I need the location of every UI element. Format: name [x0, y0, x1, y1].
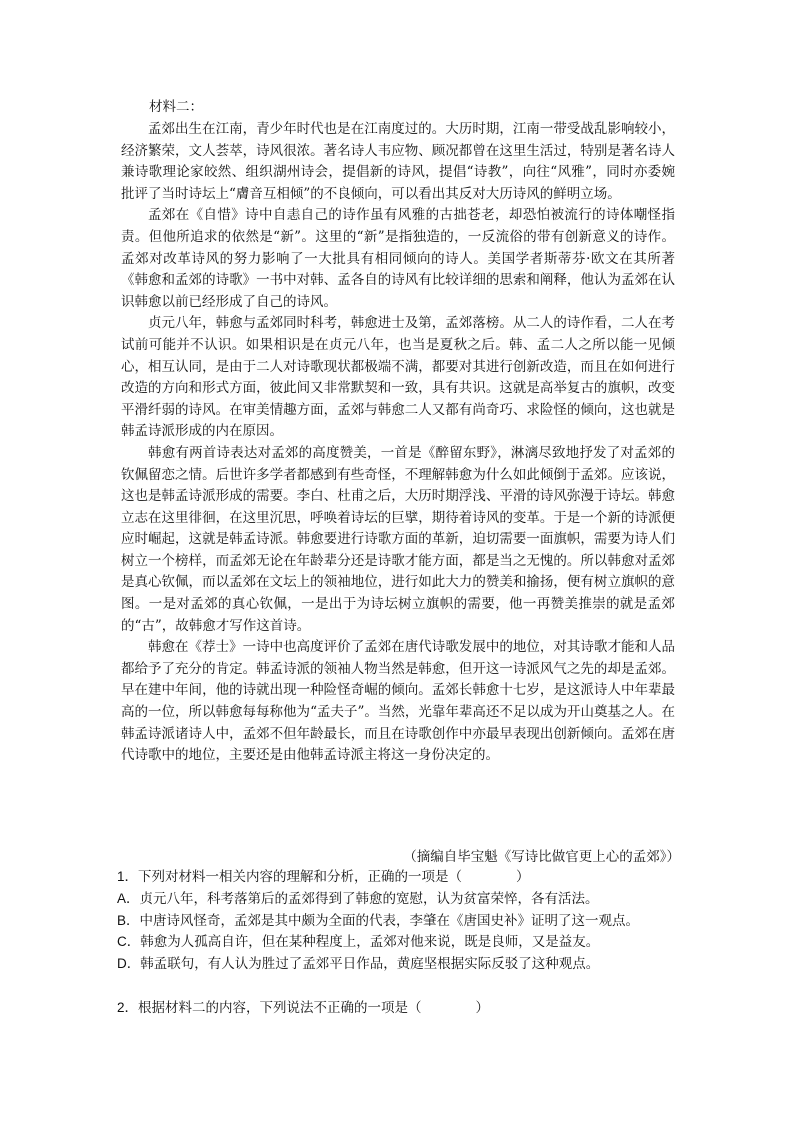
source-citation: （摘编自毕宝魁《写诗比做官更上心的孟郊》）	[403, 849, 680, 865]
paragraph-5: 韩愈在《荐士》一诗中也高度评价了孟郊在唐代诗歌发展中的地位，对其诗歌才能和人品都给予了充分的肯定。韩孟诗派的领袖人物当然是韩愈，但开这一诗派风气之先的却是孟郊。早在建中年间，他的诗就出现一种险怪奇崛的倾向。孟郊长韩愈十七岁，是这派诗人中年辈最高的一位，所以韩愈每每称他为“孟夫子”。当然，光靠年辈高还不足以成为开山奠基之人。在韩孟诗派诸诗人中，孟郊不但年龄最长，而且在诗歌创作中亦最早表现出创新倾向。孟郊在唐代诗歌中的地位，主要还是由他韩孟诗派主将这一身份决定的。	[121, 639, 675, 764]
question-1-option-d: D．韩孟联句，有人认为胜过了孟郊平日作品，黄庭坚根据实际反驳了这种观点。	[117, 956, 600, 972]
question-block	[117, 866, 697, 1019]
paragraph-4: 韩愈有两首诗表达对孟郊的高度赞美，一首是《醉留东野》，淋漓尽致地抒发了对孟郊的钦佩留恋之情。后世许多学者都感到有些奇怪，不理解韩愈为什么如此倾倒于孟郊。应该说，这也是韩孟诗派形成的需要。李白、杜甫之后，大历时期浮浅、平滑的诗风弥漫于诗坛。韩愈立志在这里徘徊，在这里沉思，呼唤着诗坛的巨擘，期待着诗风的变革。于是一个新的诗派便应时崛起，这就是韩孟诗派。韩愈要进行诗歌方面的革新，迫切需要一面旗帜，需要为诗人们树立一个榜样，而孟郊无论在年龄辈分还是诗歌才能方面，都是当之无愧的。所以韩愈对孟郊是真心钦佩，而以孟郊在文坛上的领袖地位，进行如此大力的赞美和揄扬，便有树立旗帜的意图。一是对孟郊的真心钦佩，一是出于为诗坛树立旗帜的需要，他一再赞美推崇的就是孟郊的“古”，故韩愈才写作这首诗。	[121, 444, 675, 634]
question-1-option-a: A．贞元八年，科考落第后的孟郊得到了韩愈的宽慰，认为贫富荣悴，各有活法。	[117, 890, 599, 906]
question-2-stem: 2．根据材料二的内容，下列说法不正确的一项是（ ）	[117, 999, 490, 1015]
material-heading: 材料二：	[149, 99, 203, 115]
paragraph-1: 孟郊出生在江南，青少年时代也是在江南度过的。大历时期，江南一带受战乱影响较小，经济繁荣，文人荟萃，诗风很浓。著名诗人韦应物、顾况都曾在这里生活过，特别是著名诗人兼诗歌理论家皎然、组织湖州诗会，提倡新的诗风，提倡“诗教”，向往“风雅”，同时亦委婉批评了当时诗坛上“膚音互相倾”的不良倾向，可以看出其反对大历诗风的鲜明立场。	[121, 121, 675, 202]
question-1-stem: 1．下列对材料一相关内容的理解和分析，正确的一项是（ ）	[117, 869, 530, 884]
material-body	[121, 119, 675, 767]
question-1-option-c: C．韩愈为人孤高自许，但在某种程度上，孟郊对他来说，既是良师，又是益友。	[117, 934, 600, 950]
paragraph-3: 贞元八年，韩愈与孟郊同时科考，韩愈进士及第，孟郊落榜。从二人的诗作看，二人在考试前可能并不认识。如果相识是在贞元八年，也当是夏秋之后。韩、孟二人之所以能一见倾心，相互认同，是由于二人对诗歌现状都极端不满，都要对其进行创新改造，而且在如何进行改造的方向和形式方面，彼此间又非常默契和一致，具有共识。这就是高举复古的旗帜，改变平滑纤弱的诗风。在审美情趣方面，孟郊与韩愈二人又都有尚奇巧、求险怪的倾向，这也就是韩孟诗派形成的内在原因。	[121, 315, 675, 440]
question-1-option-b: B．中唐诗风怪奇，孟郊是其中颇为全面的代表，李肇在《唐国史补》证明了这一观点。	[117, 912, 640, 928]
paragraph-2: 孟郊在《自惜》诗中自恚自己的诗作虽有风雅的古拙苍老，却恐怕被流行的诗体嘲怪指责。但他所追求的依然是“新”。这里的“新”是指独造的，一反流俗的带有创新意义的诗作。孟郊对改革诗风的努力影响了一大批具有相同倾向的诗人。美国学者斯蒂芬·欧文在其所著《韩愈和孟郊的诗歌》一书中对韩、孟各自的诗风有比较详细的思索和阐释，他认为孟郊在认识韩愈以前已经形成了自己的诗风。	[121, 207, 675, 310]
